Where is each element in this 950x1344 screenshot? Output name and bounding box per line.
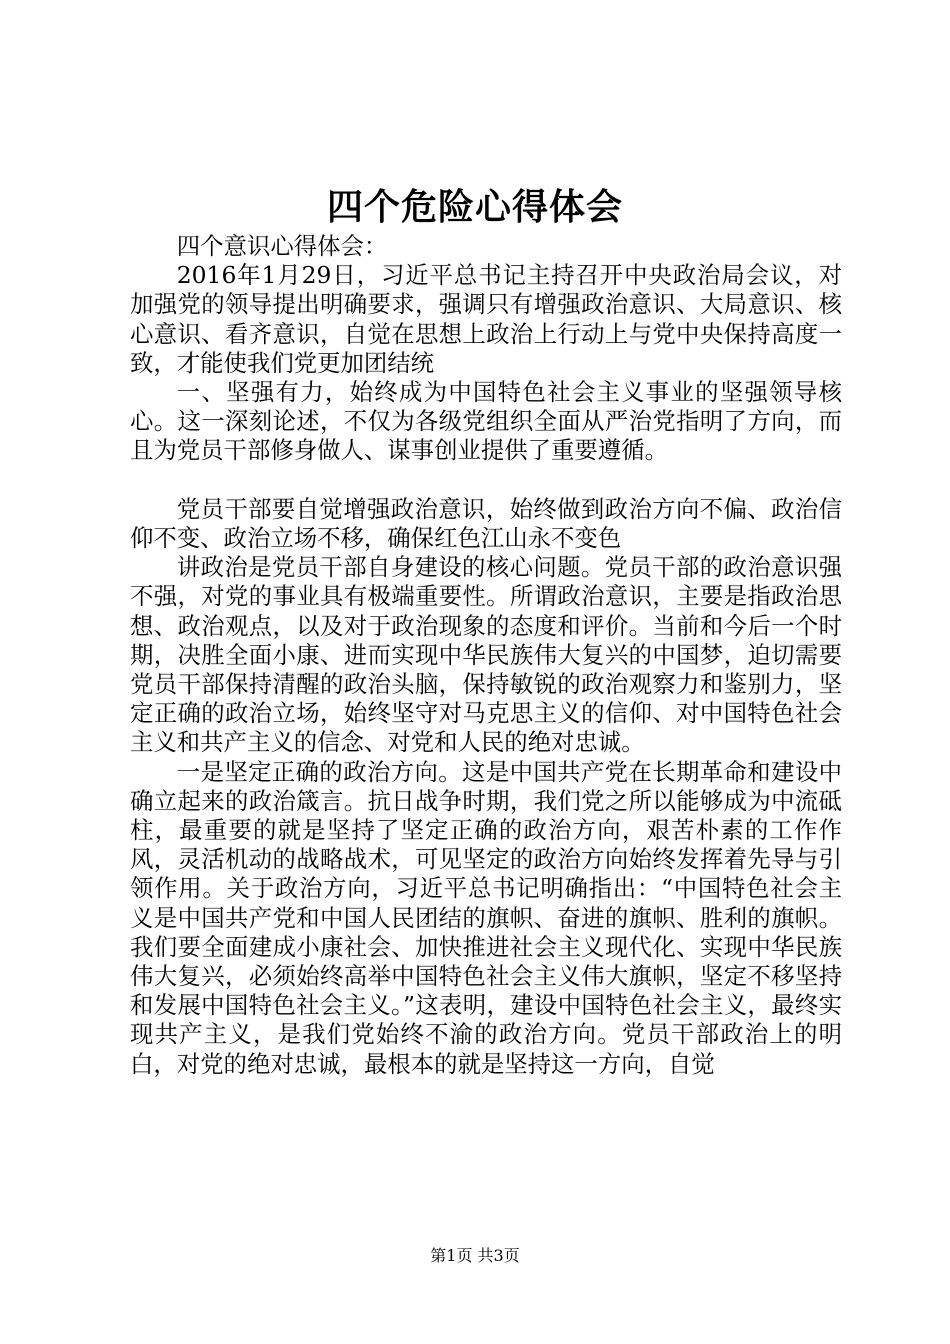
paragraph-political-direction: 一是坚定正确的政治方向。这是中国共产党在长期革命和建设中确立起来的政治箴言。抗日战争时期，我们党之所以能够成为中流砥柱，最重要的就是坚持了坚定正确的政治方向，艰苦朴素的工作作风，灵活机动的战略战术，可见坚定的政治方向始终发挥着先导与引领作用。关于政治方向，习近平总书记明确指出：“中国特色社会主义是中国共产党和中国人民团结的旗帜、奋进的旗帜、胜利的旗帜。我们要全面建成小康社会、加快推进社会主义现代化、实现中华民族伟大复兴，必须始终高举中国特色社会主义伟大旗帜，坚定不移坚持和发展中国特色社会主义。”这表明，建设中国特色社会主义，最终实现共产主义，是我们党始终不渝的政治方向。党员干部政治上的明白，对党的绝对忠诚，最根本的就是坚持这一方向，自觉 xyxy=(130,757,842,1078)
paragraph-leadership-core: 一、坚强有力，始终成为中国特色社会主义事业的坚强领导核心。这一深刻论述，不仅为各级党组织全面从严治党指明了方向，而且为党员干部修身做人、谋事创业提供了重要遵循。 xyxy=(130,378,842,465)
paragraph-talk-politics: 讲政治是党员干部自身建设的核心问题。党员干部的政治意识强不强，对党的事业具有极端重要性。所谓政治意识，主要是指政治思想、政治观点，以及对于政治现象的态度和评价。当前和今后一个时期，决胜全面小康、进而实现中华民族伟大复兴的中国梦，迫切需要党员干部保持清醒的政治头脑，保持敏锐的政治观察力和鉴别力，坚定正确的政治立场，始终坚守对马克思主义的信仰、对中国特色社会主义和共产主义的信念、对党和人民的绝对忠诚。 xyxy=(130,553,842,757)
paragraph-intro-heading: 四个意识心得体会： xyxy=(176,232,388,260)
page-number-footer: 第1页 共3页 xyxy=(430,1246,520,1265)
document-title: 四个危险心得体会 xyxy=(326,186,623,228)
paragraph-political-awareness: 党员干部要自觉增强政治意识，始终做到政治方向不偏、政治信仰不变、政治立场不移，确保红色江山永不变色 xyxy=(130,494,842,553)
document-body xyxy=(130,232,842,1079)
paragraph-meeting: 2016年1月29日，习近平总书记主持召开中央政治局会议，对加强党的领导提出明确要求，强调只有增强政治意识、大局意识、核心意识、看齐意识，自觉在思想上政治上行动上与党中央保持高度一致，才能使我们党更加团结统 xyxy=(130,261,842,377)
